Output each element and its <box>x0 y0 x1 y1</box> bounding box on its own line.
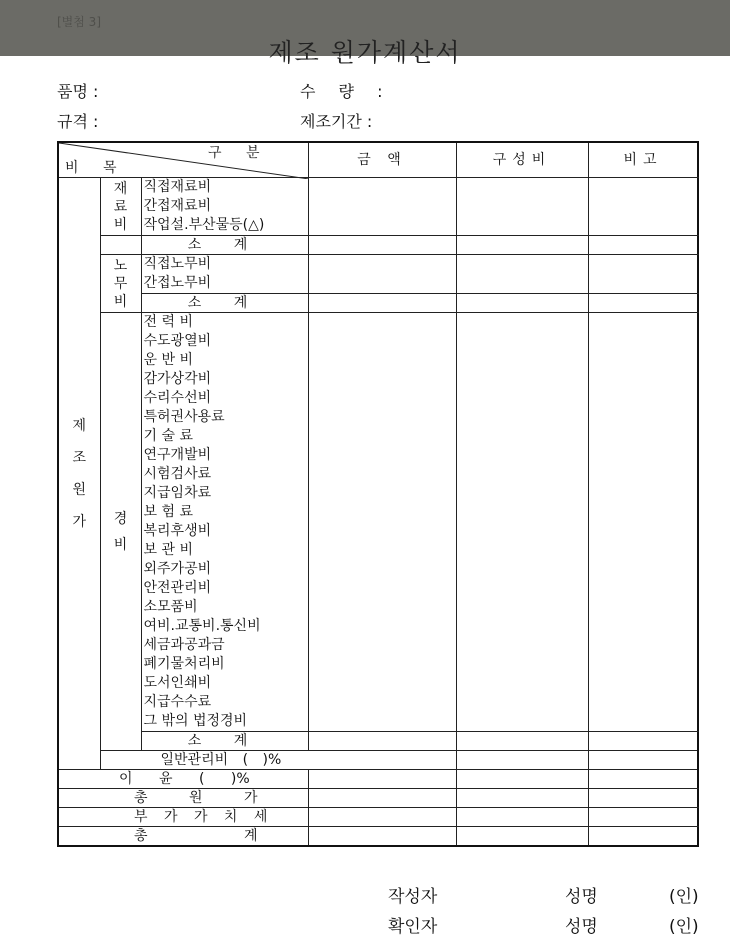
product-name-label: 품명 : <box>57 82 99 101</box>
list-item: 세금과공과금 <box>143 637 225 653</box>
document-title: 제조 원가계산서 <box>268 38 462 67</box>
list-item: 수도광열비 <box>143 333 212 349</box>
vat-label: 부 가 가 치 세 <box>58 808 308 827</box>
labor-items <box>141 255 308 294</box>
list-item: 간접노무비 <box>143 275 212 291</box>
expense-cost-label: 경 비 <box>100 313 141 751</box>
ratio-cell[interactable] <box>456 255 588 294</box>
grand-total-label: 총 계 <box>58 827 308 847</box>
author-name-label: 성명 <box>565 887 598 907</box>
total-cost-row <box>58 789 698 808</box>
amount-cell[interactable] <box>308 294 456 313</box>
amount-cell[interactable] <box>308 178 456 236</box>
list-item: 간접재료비 <box>143 198 212 214</box>
ratio-cell[interactable] <box>456 732 588 751</box>
item-header: 비 목 <box>65 160 127 176</box>
period-label: 제조기간 : <box>300 112 373 131</box>
table-header-row <box>58 142 698 178</box>
profit-row <box>58 770 698 789</box>
material-subtotal-label: 소 계 <box>141 236 308 255</box>
ratio-cell[interactable] <box>456 770 588 789</box>
list-item: 특허권사용료 <box>143 409 225 425</box>
list-item: 연구개발비 <box>143 447 212 463</box>
ratio-cell[interactable] <box>456 827 588 847</box>
manufacturing-cost-label: 제 조 원 가 <box>58 178 100 770</box>
material-row <box>58 178 698 236</box>
amount-cell[interactable] <box>308 313 456 732</box>
amount-cell[interactable] <box>308 789 456 808</box>
amount-cell[interactable] <box>308 236 456 255</box>
amount-cell[interactable] <box>456 751 588 770</box>
list-item: 외주가공비 <box>143 561 212 577</box>
ratio-cell[interactable] <box>456 808 588 827</box>
expense-subtotal-label: 소 계 <box>141 732 308 751</box>
note-cell[interactable] <box>588 236 698 255</box>
list-item: 작업설.부산물등(△) <box>143 217 265 233</box>
list-item: 보 험 료 <box>143 504 193 520</box>
labor-subtotal-label: 소 계 <box>141 294 308 313</box>
list-item: 보 관 비 <box>143 542 193 558</box>
list-item: 복리후생비 <box>143 523 212 539</box>
material-items <box>141 178 308 236</box>
list-item: 안전관리비 <box>143 580 212 596</box>
ratio-cell[interactable] <box>456 313 588 732</box>
list-item: 여비.교통비.통신비 <box>143 618 261 634</box>
list-item: 소모품비 <box>143 599 198 615</box>
note-cell[interactable] <box>588 178 698 236</box>
amount-header: 금 액 <box>308 142 456 178</box>
note-cell[interactable] <box>588 770 698 789</box>
note-cell[interactable] <box>588 827 698 847</box>
note-cell[interactable] <box>588 808 698 827</box>
ratio-cell[interactable] <box>588 751 698 770</box>
amount-cell[interactable] <box>308 770 456 789</box>
labor-subtotal-row <box>58 294 698 313</box>
note-cell[interactable] <box>588 255 698 294</box>
material-cost-label: 재 료 비 <box>100 178 141 236</box>
author-label: 작성자 <box>388 887 438 907</box>
list-item: 시험검사료 <box>143 466 212 482</box>
total-cost-label: 총 원 가 <box>58 789 308 808</box>
ratio-cell[interactable] <box>456 789 588 808</box>
ratio-header: 구성비 <box>456 142 588 178</box>
list-item: 그 밖의 법정경비 <box>143 713 248 729</box>
list-item: 직접재료비 <box>143 179 212 195</box>
list-item: 전 력 비 <box>143 314 193 330</box>
expense-subtotal-row <box>58 732 698 751</box>
note-cell[interactable] <box>588 294 698 313</box>
list-item: 도서인쇄비 <box>143 675 212 691</box>
ratio-cell[interactable] <box>456 178 588 236</box>
amount-cell[interactable] <box>308 732 456 751</box>
spec-label: 규격 : <box>57 112 99 131</box>
author-seal-label: (인) <box>669 887 699 907</box>
expense-items <box>141 313 308 732</box>
amount-cell[interactable] <box>308 255 456 294</box>
admin-cost-label: 일반관리비 ( )% <box>100 751 456 770</box>
amount-cell[interactable] <box>308 827 456 847</box>
attachment-label: [별첨 3] <box>57 15 101 29</box>
confirmer-seal-label: (인) <box>669 917 699 937</box>
admin-cost-row <box>58 751 698 770</box>
cost-table <box>57 141 699 847</box>
list-item: 지급수수료 <box>143 694 212 710</box>
note-cell[interactable] <box>588 313 698 732</box>
list-item: 감가상각비 <box>143 371 212 387</box>
grand-total-row <box>58 827 698 847</box>
list-item: 폐기물처리비 <box>143 656 225 672</box>
labor-row <box>58 255 698 294</box>
amount-cell[interactable] <box>308 808 456 827</box>
profit-label: 이 윤 ( )% <box>58 770 308 789</box>
note-cell[interactable] <box>588 789 698 808</box>
confirmer-label: 확인자 <box>388 917 438 937</box>
list-item: 직접노무비 <box>143 256 212 272</box>
quantity-label: 수 량 : <box>300 82 383 101</box>
note-cell[interactable] <box>588 732 698 751</box>
list-item: 운 반 비 <box>143 352 193 368</box>
category-header: 구 분 <box>208 145 270 161</box>
labor-cost-label: 노 무 비 <box>100 255 141 313</box>
expense-row <box>58 313 698 732</box>
ratio-cell[interactable] <box>456 236 588 255</box>
material-subtotal-row <box>58 236 698 255</box>
note-header: 비고 <box>588 142 698 178</box>
list-item: 수리수선비 <box>143 390 212 406</box>
ratio-cell[interactable] <box>456 294 588 313</box>
list-item: 기 술 료 <box>143 428 193 444</box>
vat-row <box>58 808 698 827</box>
diagonal-header-cell <box>58 142 308 178</box>
list-item: 지급임차료 <box>143 485 212 501</box>
confirmer-name-label: 성명 <box>565 917 598 937</box>
